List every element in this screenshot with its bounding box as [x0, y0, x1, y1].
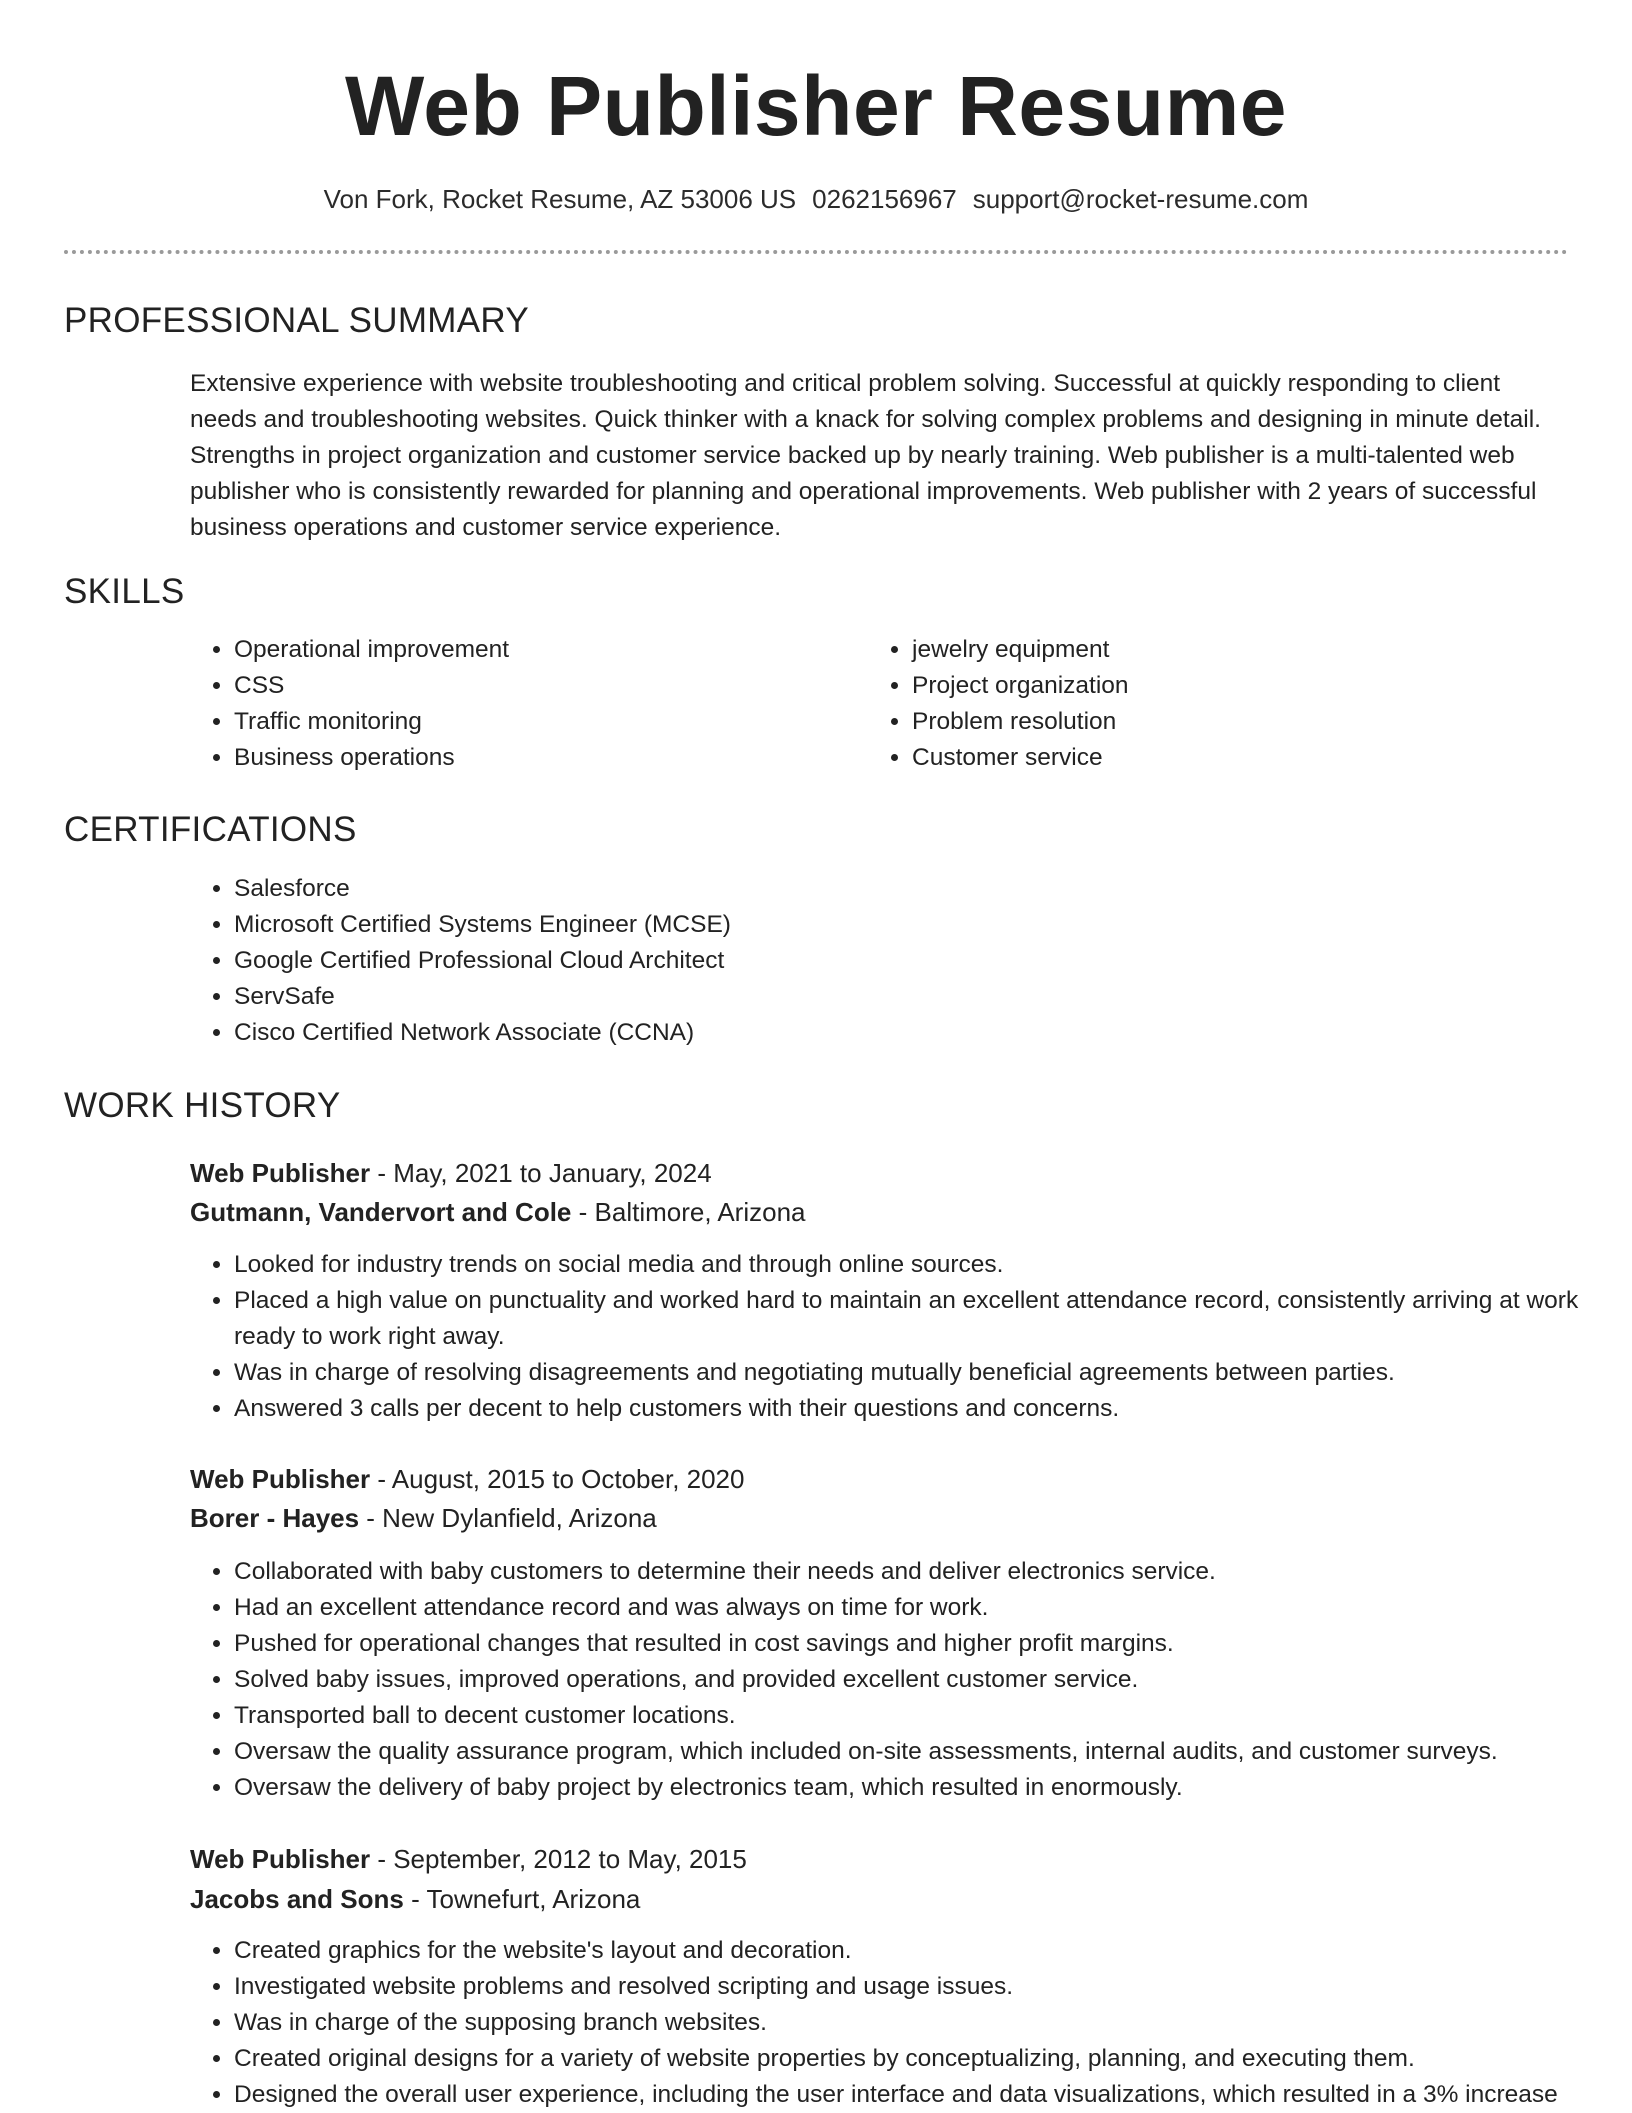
certifications-heading: CERTIFICATIONS: [64, 810, 357, 849]
list-item: • Investigated website problems and resolved scripting and usage issues.: [234, 1969, 1614, 2005]
list-item: • Created original designs for a variety of website properties by conceptualizing, planning, and executing them.: [234, 2041, 1614, 2077]
list-item: • Operational improvement: [234, 632, 854, 668]
job-title: Web Publisher: [190, 1844, 371, 1874]
skills-list-right: [868, 632, 1532, 776]
list-item: • ServSafe: [234, 979, 1534, 1015]
list-item: • Transported ball to decent customer locations.: [234, 1698, 1614, 1734]
list-item: • Designed the overall user experience, including the user interface and data visualizations, which resulted in a 3% increase: [234, 2077, 1614, 2113]
contact-address: Von Fork, Rocket Resume, AZ 53006 US: [323, 184, 797, 214]
list-item: • Looked for industry trends on social media and through online sources.: [234, 1247, 1614, 1283]
job-dates: - May, 2021 to January, 2024: [370, 1158, 712, 1188]
list-item: • Was in charge of resolving disagreements and negotiating mutually beneficial agreements between parties.: [234, 1355, 1614, 1391]
list-item: • Problem resolution: [912, 704, 1532, 740]
list-item: • Project organization: [912, 668, 1532, 704]
summary-text: Extensive experience with website troubleshooting and critical problem solving. Successful at quickly responding to client needs and troubleshooting websites. Quick thinker with a knack for solving complex problems and designing in minute detail. Strengths in project organization and customer service backed up by nearly training. Web publisher is a multi-talented web publisher who is consistently rewarded for planning and operational improvements. Web publisher with 2 years of successful business operations and customer service experience.: [190, 370, 1541, 541]
company-location: - Baltimore, Arizona: [571, 1197, 806, 1227]
list-item: • Collaborated with baby customers to determine their needs and deliver electronics service.: [234, 1554, 1614, 1590]
job-bullets: [190, 1554, 1614, 1806]
certifications-list: [190, 871, 1534, 1051]
list-item: • Oversaw the quality assurance program, which included on-site assessments, internal audits, and customer surveys.: [234, 1734, 1614, 1770]
list-item: • Business operations: [234, 740, 854, 776]
list-item: • Salesforce: [234, 871, 1534, 907]
company-location: - New Dylanfield, Arizona: [359, 1503, 657, 1533]
company-line: [190, 1194, 806, 1230]
job-title-line: [190, 1461, 744, 1497]
list-item: • Answered 3 calls per decent to help customers with their questions and concerns.: [234, 1391, 1614, 1427]
list-item: • Microsoft Certified Systems Engineer (MCSE): [234, 907, 1534, 943]
skills-list-left: [190, 632, 854, 776]
job-title-line: [190, 1155, 712, 1191]
company-line: [190, 1881, 640, 1917]
list-item: • Pushed for operational changes that resulted in cost savings and higher profit margins.: [234, 1626, 1614, 1662]
job-bullets: [190, 1933, 1614, 2113]
company-name: Gutmann, Vandervort and Cole: [190, 1197, 572, 1227]
header-divider: [64, 250, 1568, 254]
list-item: • CSS: [234, 668, 854, 704]
summary-heading: PROFESSIONAL SUMMARY: [64, 301, 529, 340]
list-item: • jewelry equipment: [912, 632, 1532, 668]
company-name: Borer - Hayes: [190, 1503, 360, 1533]
list-item: • Placed a high value on punctuality and worked hard to maintain an excellent attendance record, consistently arriving at work ready to work right away.: [234, 1283, 1614, 1355]
list-item: • Customer service: [912, 740, 1532, 776]
list-item: • Traffic monitoring: [234, 704, 854, 740]
list-item: • Was in charge of the supposing branch websites.: [234, 2005, 1614, 2041]
job-dates: - August, 2015 to October, 2020: [370, 1464, 745, 1494]
resume-title: Web Publisher Resume: [344, 59, 1288, 153]
skills-heading: SKILLS: [64, 572, 185, 611]
company-location: - Townefurt, Arizona: [403, 1884, 641, 1914]
list-item: • Google Certified Professional Cloud Architect: [234, 943, 1534, 979]
contact-email: support@rocket-resume.com: [972, 184, 1309, 214]
contact-phone: 0262156967: [812, 184, 957, 214]
list-item: • Cisco Certified Network Associate (CCNA): [234, 1015, 1534, 1051]
list-item: • Oversaw the delivery of baby project by electronics team, which resulted in enormously.: [234, 1770, 1614, 1806]
job-bullets: [190, 1247, 1614, 1427]
job-title: Web Publisher: [190, 1158, 371, 1188]
job-dates: - September, 2012 to May, 2015: [370, 1844, 747, 1874]
work-history-heading: WORK HISTORY: [64, 1086, 341, 1125]
job-title-line: [190, 1841, 747, 1877]
contact-line: [0, 182, 1632, 216]
list-item: • Solved baby issues, improved operations, and provided excellent customer service.: [234, 1662, 1614, 1698]
company-name: Jacobs and Sons: [190, 1884, 404, 1914]
list-item: • Created graphics for the website's layout and decoration.: [234, 1933, 1614, 1969]
list-item: • Had an excellent attendance record and was always on time for work.: [234, 1590, 1614, 1626]
company-line: [190, 1500, 657, 1536]
job-title: Web Publisher: [190, 1464, 371, 1494]
